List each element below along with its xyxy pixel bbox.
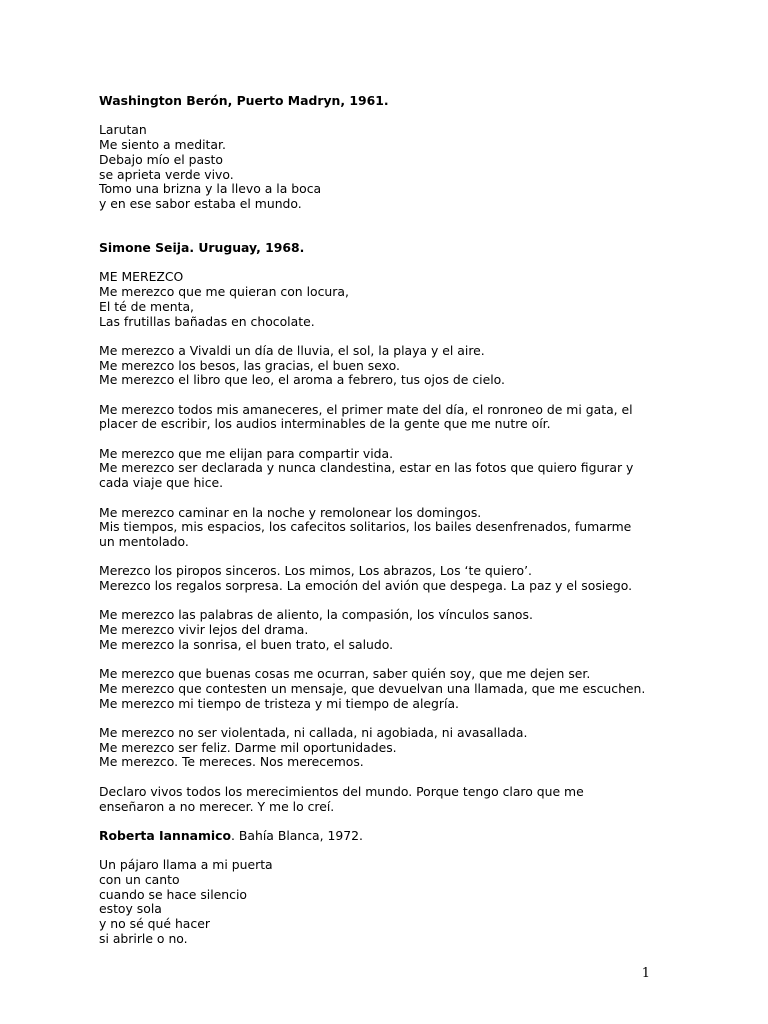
poem-line: Me merezco a Vivaldi un día de lluvia, el sol, la playa y el aire.: [99, 342, 485, 358]
poem-line: Me merezco caminar en la noche y remolonear los domingos.: [99, 504, 482, 520]
poem-pajaro: [99, 858, 679, 946]
poem-stanza: [99, 785, 679, 814]
poem-line: Me merezco que contesten un mensaje, que devuelvan una llamada, que me escuchen.: [99, 680, 646, 696]
poem-line: Me merezco vivir lejos del drama.: [99, 622, 309, 638]
poem-line: si abrirle o no.: [99, 930, 188, 946]
poem-me-merezco: [99, 270, 679, 329]
poem-title: Larutan: [99, 122, 147, 138]
poem-stanza: [99, 506, 679, 550]
poem-larutan: [99, 123, 679, 211]
poem-stanza: [99, 608, 679, 652]
poem-stanza: [99, 344, 679, 388]
page-number: 1: [641, 966, 650, 981]
poem-line: Merezco los regalos sorpresa. La emoción del avión que despega. La paz y el sosiego.: [99, 578, 633, 594]
poem-line: Me merezco que buenas cosas me ocurran, saber quién soy, que me dejen ser.: [99, 666, 591, 682]
poem-line: Declaro vivos todos los merecimientos del mundo. Porque tengo claro que me: [99, 783, 584, 799]
poem-line: cada viaje que hice.: [99, 475, 224, 491]
poem-line: Me merezco no ser violentada, ni callada, ni agobiada, ni avasallada.: [99, 725, 528, 741]
poem-line: Me merezco ser declarada y nunca clandestina, estar en las fotos que quiero figurar y: [99, 460, 634, 476]
poem-line: Me merezco las palabras de aliento, la compasión, los vínculos sanos.: [99, 607, 533, 623]
poem-line: El té de menta,: [99, 298, 194, 314]
author-origin: . Bahía Blanca, 1972.: [231, 827, 363, 843]
poem-stanza: [99, 726, 679, 770]
poem-line: Me merezco ser feliz. Darme mil oportunidades.: [99, 739, 397, 755]
poem-line: se aprieta verde vivo.: [99, 166, 234, 182]
poem-line: Me merezco que me elijan para compartir vida.: [99, 445, 394, 461]
poem-line: cuando se hace silencio: [99, 886, 247, 902]
poem-line: Un pájaro llama a mi puerta: [99, 857, 273, 873]
poem-stanza: [99, 667, 679, 711]
poem-line: placer de escribir, los audios interminables de la gente que me nutre oír.: [99, 416, 551, 432]
poem-line: Me merezco los besos, las gracias, el buen sexo.: [99, 357, 400, 373]
poem-line: con un canto: [99, 872, 180, 888]
poem-line: Me merezco la sonrisa, el buen trato, el saludo.: [99, 636, 394, 652]
poem-line: Tomo una brizna y la llevo a la boca: [99, 181, 322, 197]
poem-line: Me merezco que me quieran con locura,: [99, 284, 349, 300]
poem-line: estoy sola: [99, 901, 162, 917]
poem-line: y en ese sabor estaba el mundo.: [99, 195, 302, 211]
poem-title: ME MEREZCO: [99, 269, 184, 285]
author-heading-iannamico: [99, 829, 679, 844]
poem-line: y no sé qué hacer: [99, 916, 210, 932]
author-name: Roberta Iannamico: [99, 827, 232, 843]
poem-line: Merezco los piropos sinceros. Los mimos, Los abrazos, Los ‘te quiero’.: [99, 563, 532, 579]
poem-line: Mis tiempos, mis espacios, los cafecitos solitarios, los bailes desenfrenados, fumarme: [99, 519, 632, 535]
poem-stanza: [99, 447, 679, 491]
poem-line: Me siento a meditar.: [99, 137, 226, 153]
poem-stanza: [99, 564, 679, 593]
poem-line: un mentolado.: [99, 533, 189, 549]
author-heading-beron: Washington Berón, Puerto Madryn, 1961.: [99, 93, 389, 108]
page-content: [99, 94, 679, 947]
poem-line: enseñaron a no merecer. Y me lo creí.: [99, 798, 335, 814]
author-heading-seija: Simone Seija. Uruguay, 1968.: [99, 240, 305, 255]
poem-line: Debajo mío el pasto: [99, 151, 223, 167]
poem-line: Me merezco mi tiempo de tristeza y mi tiempo de alegría.: [99, 695, 459, 711]
poem-line: Me merezco. Te mereces. Nos merecemos.: [99, 754, 364, 770]
poem-line: Me merezco todos mis amaneceres, el primer mate del día, el ronroneo de mi gata, el: [99, 401, 633, 417]
poem-line: Me merezco el libro que leo, el aroma a febrero, tus ojos de cielo.: [99, 372, 505, 388]
poem-stanza: [99, 403, 679, 432]
poem-line: Las frutillas bañadas en chocolate.: [99, 313, 315, 329]
